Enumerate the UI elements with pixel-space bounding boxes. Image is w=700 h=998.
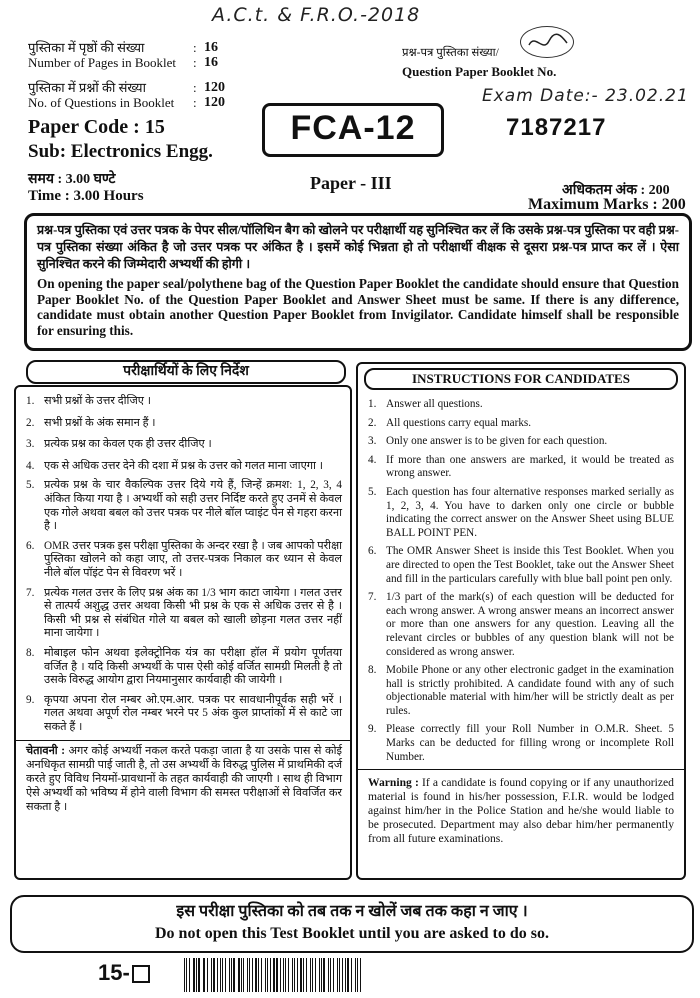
barcode-bar: [217, 958, 218, 992]
booklet-code-box: [262, 103, 444, 157]
english-instruction-item: 9. Please correctly fill your Roll Number in O.M.R. Sheet. 5 Marks can be deducted for filling wrong or incomplete Roll Number.: [368, 723, 674, 763]
barcode-bar: [273, 958, 274, 992]
barcode-bar: [321, 958, 322, 992]
hindi-instruction-item: 7. प्रत्येक गलत उत्तर के लिए प्रश्न अंक का 1/3 भाग काटा जायेगा । गलत उत्तर से तात्पर्य अशुद्ध उत्तर अथवा किसी भी प्रश्न के एक से अधिक उत्तर से है । किसी भी प्रश्न से संबंधित गोले या बबल को खाली छोड़ना गलत उत्तर नहीं माना जायेगा ।: [26, 586, 342, 640]
barcode-bar: [238, 958, 239, 992]
barcode-bar: [292, 958, 293, 992]
english-instructions-heading: INSTRUCTIONS FOR CANDIDATES: [364, 368, 678, 390]
footer-notice-box: [10, 895, 694, 953]
hindi-instruction-item: 1. सभी प्रश्नों के उत्तर दीजिए ।: [26, 395, 151, 407]
english-instruction-list: [368, 398, 674, 764]
pages-row: पुस्तिका में पृष्ठों की संख्या Number of Pages in Booklet : : 16 16: [28, 40, 258, 70]
barcode-bar: [211, 958, 212, 992]
english-instruction-item: 6. The OMR Answer Sheet is inside this Test Booklet. When you are directed to open the Test Booklet, take out the Answer Sheet and fill in the particulars carefully with blue ball point pen only.: [368, 545, 674, 585]
pages-label-hi: पुस्तिका में पृष्ठों की संख्या: [28, 40, 145, 55]
barcode-bar: [339, 958, 340, 992]
barcode-bar: [283, 958, 284, 992]
pages-label-en: Number of Pages in Booklet: [28, 55, 177, 70]
barcode-bar: [323, 958, 325, 992]
footer-hindi: इस परीक्षा पुस्तिका को तब तक न खोलें जब तक कहा न जाए ।: [176, 903, 528, 920]
english-warning-label: Warning :: [368, 776, 419, 790]
barcode-bar: [303, 958, 304, 992]
english-warning-text: If a candidate is found copying or if any unauthorized material is found in his/her possession, F.I.R. would be lodged against him/her in the Police Station and he/she would liable to be prosecuted. Department may also debar him/her permanently from all future examinations.: [368, 776, 674, 846]
barcode-bar: [328, 958, 329, 992]
barcode-bar: [189, 958, 190, 992]
barcode-bar: [204, 958, 205, 992]
barcode-bar: [231, 958, 232, 992]
barcode-bar: [306, 958, 307, 992]
barcode-bar: [220, 958, 221, 992]
barcode-bar: [280, 958, 281, 992]
paper-label: Paper - III: [310, 173, 392, 193]
hindi-instructions-heading: परीक्षार्थियों के लिए निर्देश: [26, 360, 346, 384]
questions-value-hi: 120: [204, 80, 225, 95]
barcode-bar: [265, 958, 266, 992]
barcode-bar: [198, 958, 199, 992]
hindi-instructions-box: [14, 385, 352, 880]
barcode-bar: [207, 958, 208, 992]
barcode-bar: [267, 958, 268, 992]
barcode-bar: [193, 958, 195, 992]
barcode: [184, 958, 364, 992]
barcode-bar: [241, 958, 242, 992]
barcode-bar: [222, 958, 223, 992]
booklet-code: FCA-12: [290, 109, 416, 147]
barcode-bar: [342, 958, 343, 992]
barcode-bar: [270, 958, 271, 992]
barcode-bar: [252, 958, 253, 992]
barcode-bar: [225, 958, 226, 992]
signature-stamp: [520, 26, 574, 58]
barcode-bar: [319, 958, 320, 992]
barcode-bar: [312, 958, 313, 992]
barcode-bar: [186, 958, 187, 992]
qpb-label-en: Question Paper Booklet No.: [402, 64, 557, 79]
barcode-bar: [288, 958, 289, 992]
hindi-warning: [26, 745, 342, 814]
notice-hindi: प्रश्न-पत्र पुस्तिका एवं उत्तर पत्रक के पेपर सील/पॉलिथिन बैग को खोलने पर परीक्षार्थी यह सुनिश्चित कर लें कि उसके प्रश्न-पत्र पुस्तिका पर वही प्रश्न-पत्र पुस्तिका संख्या अंकित है जो उत्तर पत्रक पर अंकित है । इसमें कोई भिन्नता हो तो परीक्षार्थी वीक्षक से दूसरा प्रश्न-पत्र प्राप्त कर लें । ऐसा सुनिश्चित करने की जिम्मेदारी अभ्यर्थी की होगी ।: [37, 223, 679, 271]
barcode-bar: [357, 958, 358, 992]
qpb-label-hi: प्रश्न-पत्र पुस्तिका संख्या/: [402, 47, 499, 59]
paper-code: Paper Code : 15: [28, 116, 165, 138]
handwritten-exam-date: Exam Date:- 23.02.21: [482, 86, 689, 106]
barcode-bar: [261, 958, 262, 992]
barcode-bar: [184, 958, 185, 992]
barcode-bar: [255, 958, 257, 992]
english-instructions-box: [356, 362, 686, 880]
barcode-bar: [333, 958, 334, 992]
page-code: [98, 960, 150, 986]
barcode-bar: [258, 958, 259, 992]
max-marks-hi: अधिकतम अंक : 200: [562, 183, 670, 198]
english-instruction-item: 3. Only one answer is to be given for each question.: [368, 435, 608, 448]
hindi-instruction-item: 2. सभी प्रश्नों के अंक समान हैं ।: [26, 416, 156, 429]
questions-label-en: No. of Questions in Booklet: [28, 95, 175, 110]
time-en: Time : 3.00 Hours: [28, 188, 144, 204]
max-marks-en: Maximum Marks : 200: [528, 196, 686, 213]
barcode-bar: [276, 958, 278, 992]
booklet-number: 7187217: [506, 114, 607, 141]
page-code-box-icon: [132, 965, 150, 983]
barcode-bar: [196, 958, 197, 992]
barcode-bar: [330, 958, 331, 992]
questions-value-en: 120: [204, 95, 225, 110]
barcode-bar: [360, 958, 361, 992]
barcode-bar: [294, 958, 295, 992]
barcode-bar: [233, 958, 235, 992]
barcode-bar: [315, 958, 316, 992]
english-instruction-item: 7. 1/3 part of the mark(s) of each question will be deducted for each wrong answer. A wrong answer means an incorrect answer or more than one answers for any question. Leaving all the relevant circles or bubbles of any question blank will not be considered as wrong answer.: [368, 591, 674, 658]
pages-value-hi: 16: [204, 40, 218, 55]
english-instruction-item: 8. Mobile Phone or any other electronic gadget in the examination hall is strictly prohibited. A candidate found with any of such objectionable material with him/her will be strictly dealt as per rules.: [368, 664, 674, 717]
booklet-info: [28, 40, 258, 205]
questions-label-hi: पुस्तिका में प्रश्नों की संख्या: [28, 80, 146, 95]
barcode-bar: [337, 958, 338, 992]
barcode-bar: [351, 958, 352, 992]
questions-row: पुस्तिका में प्रश्नों की संख्या No. of Questions in Booklet : : 120 120: [28, 80, 258, 110]
hindi-instruction-item: 3. प्रत्येक प्रश्न का केवल एक ही उत्तर दीजिए ।: [26, 438, 212, 451]
barcode-bar: [203, 958, 204, 992]
notice-box: [24, 213, 692, 351]
hindi-instruction-item: 9. कृपया अपना रोल नम्बर ओ.एम.आर. पत्रक पर सावधानीपूर्वक सही भरें । गलत अथवा अपूर्ण रोल नम्बर भरने पर 5 अंक कुल प्राप्तांकों में से काटे जा सकते हैं ।: [26, 693, 342, 733]
barcode-bar: [310, 958, 311, 992]
handwritten-top-note: A.C.t. & F.R.O.-2018: [212, 4, 421, 26]
barcode-bar: [345, 958, 346, 992]
notice-english: On opening the paper seal/polythene bag of the Question Paper Booklet the candidate should ensure that Question Paper Booklet No. of the Question Paper Booklet and Answer Sheet must be same. If there is any difference, candidate must obtain another Question Paper Booklet from Invigilator. Candidate himself shall be responsible for ensuring this.: [37, 276, 679, 338]
hindi-instruction-item: 6. OMR उत्तर पत्रक इस परीक्षा पुस्तिका के अन्दर रखा है । जब आपको परीक्षा पुस्तिका खोलने को कहा जाए, तो उत्तर-पत्रक निकाल कर ध्यान से केवल नीले बॉल पॉइंट पेन से विवरण भरें ।: [26, 539, 342, 579]
barcode-bar: [243, 958, 244, 992]
barcode-bar: [213, 958, 215, 992]
footer-english: Do not open this Test Booklet until you are asked to do so.: [155, 925, 549, 942]
barcode-bar: [300, 958, 302, 992]
page-code-text: 15-: [98, 960, 130, 985]
time-hi: समय : 3.00 घण्टे: [28, 172, 116, 187]
hindi-warning-label: चेतावनी :: [26, 745, 65, 758]
english-instruction-item: 1. Answer all questions.: [368, 398, 483, 410]
barcode-bar: [297, 958, 298, 992]
subject: Sub: Electronics Engg.: [28, 141, 213, 162]
english-warning: [368, 776, 674, 846]
barcode-bar: [347, 958, 349, 992]
hindi-warning-text: अगर कोई अभ्यर्थी नकल करते पकड़ा जाता है या उसके पास से कोई अनधिकृत सामग्री पाई जाती है, तो उस अभ्यर्थी के विरुद्ध पुलिस में प्राथमिकी दर्ज करते हुए विविध नियमों-प्रावधानों के तहत कार्यवाही की जाएगी । साथ ही विभाग ऐसे अभ्यर्थी को भविष्य में होने वाली विभाग की समस्त परीक्षाओं से विवर्जित कर सकता है ।: [26, 745, 342, 813]
english-instruction-item: 2. All questions carry equal marks.: [368, 416, 532, 429]
barcode-bar: [355, 958, 356, 992]
barcode-bar: [249, 958, 250, 992]
pages-value-en: 16: [204, 55, 218, 70]
hindi-instruction-item: 5. प्रत्येक प्रश्न के चार वैकल्पिक उत्तर दिये गये हैं, जिन्हें क्रमश: 1, 2, 3, 4 अंकित किया गया है । अभ्यर्थी को सही उत्तर निर्दिष्ट करते हुए उनमें से केवल एक गोले अथवा बबल को उत्तर पत्रक पर नीले बॉल प्वाइंट पेन से गहरा करना है ।: [26, 479, 342, 533]
hindi-instruction-item: 4. एक से अधिक उत्तर देने की दशा में प्रश्न के उत्तर को गलत माना जाएगा ।: [26, 459, 323, 472]
english-instruction-item: 5. Each question has four alternative responses marked serially as 1, 2, 3, 4. You have to darken only one circle or bubble indicating the correct answer on the Answer Sheet using BLUE BALL POINT PEN.: [368, 485, 674, 539]
barcode-bar: [285, 958, 286, 992]
barcode-bar: [247, 958, 248, 992]
hindi-instruction-item: 8. मोबाइल फोन अथवा इलेक्ट्रोनिक यंत्र का परीक्षा हॉल में प्रयोग पूर्णतया वर्जित है । यदि किसी अभ्यर्थी के पास ऐसी कोई वर्जित सामग्री मिलती है तो उसके विरुद्ध आयोग द्वारा नियमानुसार कार्यवाही की जायेगी ।: [26, 646, 342, 687]
barcode-bar: [229, 958, 230, 992]
hindi-instruction-list: [26, 395, 342, 734]
english-instruction-item: 4. If more than one answers are marked, it would be treated as wrong answer.: [368, 453, 674, 480]
